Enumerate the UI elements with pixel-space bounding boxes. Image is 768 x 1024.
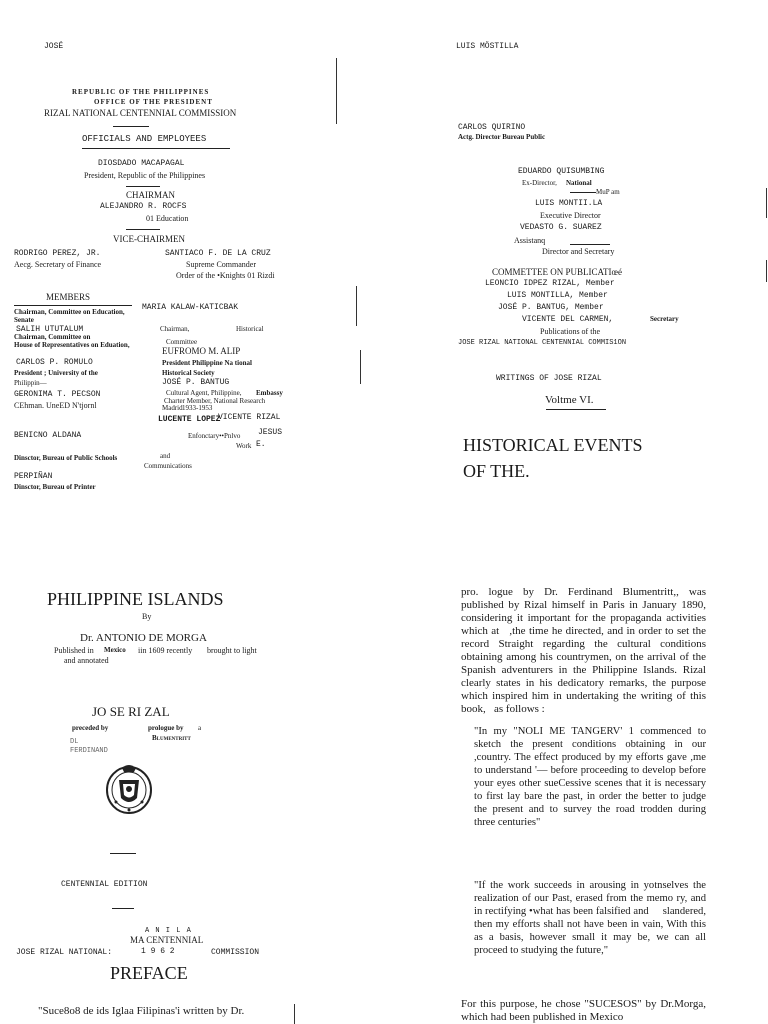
publication-note: Published in xyxy=(54,646,94,655)
member-role: Chairman, xyxy=(160,325,190,333)
member-name: JOSÉ P. BANTUG xyxy=(162,378,230,387)
member-role: Cultural Agent, Philippine, xyxy=(166,389,242,397)
divider xyxy=(110,853,136,854)
member-role: 1933-1953 xyxy=(182,404,213,412)
committee-member: JOSÉ P. BANTUG, Member xyxy=(498,303,604,312)
scan-edge-line xyxy=(356,286,357,326)
scan-edge-line xyxy=(766,260,767,282)
member-role: Dinsctor, Bureau of Printer xyxy=(14,483,96,491)
preceded-note: a xyxy=(198,724,202,732)
member-role: Chairman, Committee on Education, xyxy=(14,308,125,316)
book-title-line-2: OF THE. xyxy=(463,461,530,481)
body-paragraph: For this purpose, he chose "SUCESOS" by Dr.Morga, which had been published in Mexico xyxy=(461,998,706,1023)
publication-note: Mexico xyxy=(104,646,126,654)
member-role: Enfonctary••Pnlvo xyxy=(188,432,241,440)
edition-label: CENTENNIAL EDITION xyxy=(61,880,148,889)
publisher-city: MA CENTENNIAL xyxy=(130,935,204,945)
office-line: OFFICE OF THE PRESIDENT xyxy=(94,98,213,106)
staff-role: Ex-Director, xyxy=(522,179,557,187)
member-name: JESUS xyxy=(258,428,283,437)
page-title-page xyxy=(0,512,384,1024)
book-title: PHILIPPINE ISLANDS xyxy=(47,589,224,609)
member-role: House of Representatives on Eduation, xyxy=(14,341,130,349)
scan-edge-line xyxy=(766,188,767,218)
staff-role: Assistanq xyxy=(514,236,546,245)
staff-role: Director and Secretary xyxy=(542,247,615,256)
member-role: Embassy xyxy=(256,389,283,397)
chairman-role: 01 Education xyxy=(146,214,189,223)
staff-name: CARLOS QUIRINO xyxy=(458,123,526,132)
publication-note: brought to light xyxy=(207,646,257,655)
volume-label: Voltme VI. xyxy=(545,394,594,406)
preface-heading: PREFACE xyxy=(110,963,188,983)
member-role: CEhman. UneED N'tjornl xyxy=(14,401,97,410)
quoted-passage: "If the work succeeds in arousing in yotnselves the realization of our Past, erased from the memo ry, and in rectifying •what has been falsified and slandered, then my efforts shall not have been in vain, With this as a basis, however small it may be, we can all proceed to studying the future," xyxy=(474,880,706,956)
member-name: E. xyxy=(256,440,266,449)
scan-edge-line xyxy=(336,58,337,124)
staff-name: VEDASTO G. SUAREZ xyxy=(520,223,602,232)
scan-edge-line xyxy=(360,350,361,384)
divider xyxy=(126,186,160,187)
president-name: DIOSDADO MACAPAGAL xyxy=(98,159,185,168)
vice-chairmen-title: VICE-CHAIRMEN xyxy=(113,234,185,244)
member-name: SALIH UTUTALUM xyxy=(16,325,84,334)
page-officials xyxy=(0,0,384,512)
vice-chairman-role: Order of the •Knights 01 Rizdi xyxy=(176,271,275,280)
staff-name: EDUARDO QUISUMBING xyxy=(518,167,605,176)
vice-chairman-name: RODRIGO PEREZ, JR. xyxy=(14,249,101,258)
member-name: PERPIÑAN xyxy=(14,472,53,481)
prologue-author: FERDINAND xyxy=(70,747,108,755)
committee-member: LUIS MONTILLA, Member xyxy=(507,291,608,300)
staff-role: MuP am xyxy=(596,188,620,196)
volume-underline xyxy=(546,409,606,410)
commission-seal-icon xyxy=(104,760,154,816)
chairman-title: CHAIRMAN xyxy=(126,190,176,200)
commission-line: JOSE RIZAL NATIONAL CENTENNIAL COMMIS1ON xyxy=(458,339,627,347)
member-name: MARIA KALAW-KATICBAK xyxy=(142,303,239,312)
chairman-name: ALEJANDRO R. ROCFS xyxy=(100,202,187,211)
republic-line: REPUBLIC OF THE PHILIPPINES xyxy=(72,88,210,96)
staff-name: LUIS MONTII.LA xyxy=(535,199,603,208)
staff-role: Actg. Director Bureau Public xyxy=(458,133,546,141)
running-header: LUIS MÖSTILLA xyxy=(456,42,519,51)
vice-chairman-name: SANTIACO F. DE LA CRUZ xyxy=(165,249,271,258)
staff-role: Executive Director xyxy=(540,211,601,220)
committee-member: LEONCIO IDPEZ RIZAL, Member xyxy=(485,279,615,288)
member-role: Chairman, Committee on xyxy=(14,333,91,341)
writings-title: WRITINGS OF JOSE RIZAL xyxy=(496,374,602,383)
member-name: CARLOS P. ROMULO xyxy=(16,358,93,367)
divider xyxy=(112,908,134,909)
book-title-line-1: HISTORICAL EVENTS xyxy=(463,435,643,455)
divider xyxy=(113,126,149,127)
member-name: LUCENTE LOPEZ xyxy=(158,415,221,424)
member-name: VICENTE RIZAL xyxy=(218,413,281,422)
vice-chairman-role: Aecg. Secretary of Finance xyxy=(14,260,102,269)
prologue-author: Blumentritt xyxy=(152,734,191,742)
publisher-city: A N I L A xyxy=(145,927,192,935)
publication-note: and annotated xyxy=(64,656,109,665)
page-preface-text xyxy=(384,512,768,1024)
vice-chairman-role: Supreme Commander xyxy=(186,260,256,269)
title-underline xyxy=(82,148,230,149)
by-label: By xyxy=(142,612,152,621)
member-role: Committee xyxy=(166,338,198,346)
page-title-volume xyxy=(384,0,768,512)
divider xyxy=(126,229,160,230)
member-role: President Philippine Na tional xyxy=(162,359,252,367)
member-role: Historical xyxy=(236,325,264,333)
member-role: Senate xyxy=(14,316,34,324)
rizal-name: JO SE RI ZAL xyxy=(92,704,170,719)
preceded-note: prologue by xyxy=(148,724,184,732)
member-role: Philippin— xyxy=(14,379,47,387)
staff-role: National xyxy=(566,179,592,187)
member-role: Historical Society xyxy=(162,369,215,377)
committee-title: COMMETTEE ON PUBLICATIœé xyxy=(492,267,622,277)
member-role: Work xyxy=(236,442,252,450)
member-name: BENICNO ALDANA xyxy=(14,431,82,440)
publication-note: iin 1609 recently xyxy=(138,646,193,655)
scan-edge-line xyxy=(294,1004,295,1024)
member-role: and xyxy=(160,452,171,460)
section-title: OFFICIALS AND EMPLOYEES xyxy=(82,134,207,144)
divider xyxy=(570,244,610,245)
running-header: JOSÉ xyxy=(44,42,64,51)
commission-line: RIZAL NATIONAL CENTENNIAL COMMISSION xyxy=(44,108,237,118)
publisher-name: JOSE RIZAL NATIONAL: xyxy=(16,948,113,957)
publication-line: Publications of the xyxy=(540,327,600,336)
quoted-passage: "In my "NOLI ME TANGERV' 1 commenced to sketch the present conditions obtaining in our ,country. The effect produced by my efforts gave ,me to understand '— before proceeding to develop before your eyes other sueCessive scenes that it is necessary to first lay bare the past, in order the better to judge the present and to survey the road trodden during three centuries" xyxy=(474,726,706,828)
author-name: Dr. ANTONIO DE MORGA xyxy=(80,632,207,644)
members-title: MEMBERS xyxy=(46,292,91,302)
member-role: President ; University of the xyxy=(14,369,98,377)
member-role: Communications xyxy=(144,462,192,470)
preface-first-line: "Suce8o8 de ids Iglaa Filipinas'i written by Dr. xyxy=(38,1005,245,1017)
committee-member: VICENTE DEL CARMEN, xyxy=(522,315,614,324)
president-role: President, Republic of the Philippines xyxy=(84,171,206,180)
committee-role: Secretary xyxy=(650,315,679,323)
member-name: EUFROMO M. ALIP xyxy=(162,346,241,356)
member-role: Dinsctor, Bureau of Public Schools xyxy=(14,454,118,462)
body-paragraph: pro. logue by Dr. Ferdinand Blumentritt,, was published by Rizal himself in Paris in January 1890, considering it important for the propaganda activities which at ,the time he directed, and in order to set the record Straight regarding the cultural conditions obtaining among his countrymen, on the arrival of the Spanish adventurers in the Philippine Islands. Rizal clearly states in his dedicatory remarks, the purpose which inspired him in undertaking the writing of this book, as follows : xyxy=(461,586,706,715)
divider xyxy=(570,192,596,193)
publication-year: 1 9 6 2 xyxy=(141,947,175,956)
member-role: Madrid xyxy=(162,404,183,412)
prologue-author: DL xyxy=(70,738,79,746)
member-name: GERONIMA T. PECSON xyxy=(14,390,101,399)
divider xyxy=(14,305,132,306)
member-role: Charter Member, National Research xyxy=(164,397,266,405)
preceded-note: preceded by xyxy=(72,724,109,732)
publisher-name: COMMISSION xyxy=(211,948,260,957)
